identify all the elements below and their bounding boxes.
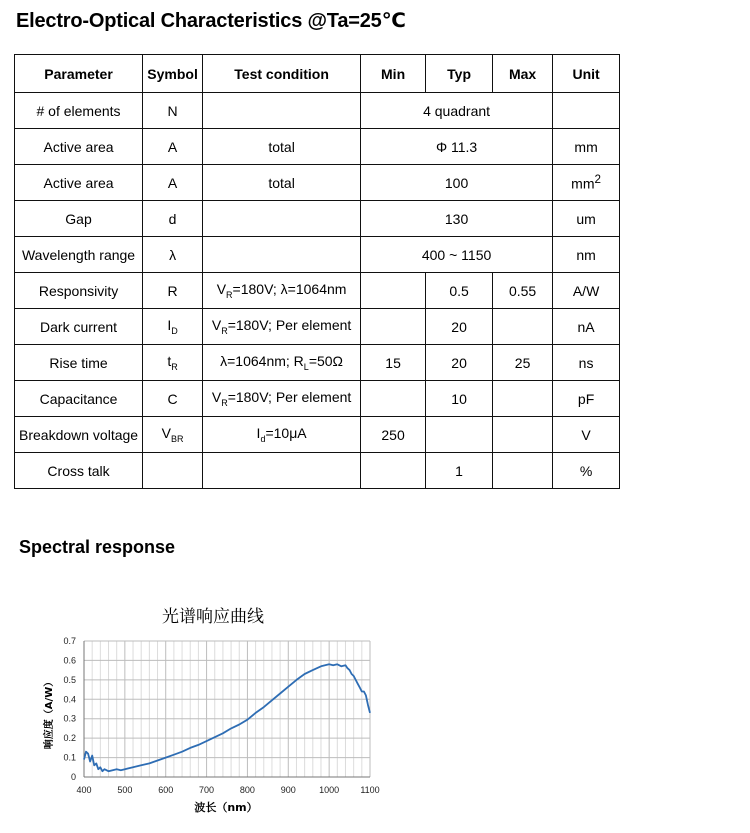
symbol-text: I [167, 317, 172, 334]
symbol-cell: A [143, 165, 203, 201]
max-cell [493, 309, 553, 345]
symbol-cell: d [143, 201, 203, 237]
symbol-cell: N [143, 93, 203, 129]
table-row [15, 345, 620, 381]
unit-cell [553, 165, 620, 201]
condition-text: =180V; Per element [227, 389, 352, 406]
table-row [15, 165, 620, 201]
condition-text: =50Ω [308, 353, 344, 370]
typ-cell: 20 [426, 309, 493, 345]
x-axis-label: 波长（nm） [194, 801, 258, 814]
min-cell [361, 381, 426, 417]
y-tick-label: 0.6 [63, 655, 76, 666]
condition-subscript: d [260, 433, 266, 444]
value-cell: Φ 11.3 [361, 129, 553, 165]
typ-cell: 0.5 [426, 273, 493, 309]
symbol-text: t [167, 353, 172, 370]
spectral-response-title: Spectral response [19, 537, 176, 557]
unit-cell [553, 93, 620, 129]
unit-cell: mm [553, 129, 620, 165]
unit-cell: V [553, 417, 620, 453]
condition-cell [203, 237, 361, 273]
symbol-cell: λ [143, 237, 203, 273]
condition-text: =180V; λ=1064nm [232, 281, 347, 298]
min-cell: 250 [361, 417, 426, 453]
table-header-row [15, 55, 620, 93]
min-cell [361, 309, 426, 345]
condition-text: V [211, 317, 222, 334]
min-cell [361, 453, 426, 489]
value-cell: 400 ~ 1150 [361, 237, 553, 273]
condition-cell [203, 453, 361, 489]
condition-cell [203, 345, 361, 381]
x-tick-label: 1000 [319, 785, 340, 795]
y-tick-label: 0 [70, 772, 76, 782]
header-symbol: Symbol [143, 55, 203, 93]
unit-cell: % [553, 453, 620, 489]
table-row [15, 237, 620, 273]
symbol-cell [143, 453, 203, 489]
unit-cell: nm [553, 237, 620, 273]
unit-cell: nA [553, 309, 620, 345]
condition-subscript: R [221, 325, 228, 336]
parameter-cell: Responsivity [15, 273, 143, 309]
y-tick-label: 0.3 [63, 713, 76, 724]
x-tick-label: 500 [117, 785, 133, 795]
condition-text: I [256, 425, 261, 442]
header-typ: Typ [426, 55, 493, 93]
x-tick-label: 900 [280, 785, 296, 795]
x-tick-label: 800 [239, 785, 255, 795]
x-tick-label: 700 [199, 785, 215, 795]
chart-title: 光谱响应曲线 [162, 607, 264, 627]
unit-text: mm [571, 175, 595, 192]
value-cell: 130 [361, 201, 553, 237]
condition-cell [203, 309, 361, 345]
header-max: Max [493, 55, 553, 93]
condition-text: V [211, 389, 222, 406]
parameter-cell: Dark current [15, 309, 143, 345]
table-row [15, 381, 620, 417]
typ-cell: 1 [426, 453, 493, 489]
table-row [15, 309, 620, 345]
unit-superscript: 2 [594, 173, 601, 187]
unit-cell: um [553, 201, 620, 237]
table-row [15, 453, 620, 489]
y-tick-label: 0.7 [63, 636, 76, 646]
condition-cell [203, 273, 361, 309]
symbol-cell [143, 345, 203, 381]
condition-text: λ=1064nm; R [220, 353, 304, 370]
symbol-cell [143, 417, 203, 453]
unit-cell: A/W [553, 273, 620, 309]
condition-cell [203, 417, 361, 453]
condition-cell [203, 93, 361, 129]
header-unit: Unit [553, 55, 620, 93]
max-cell [493, 417, 553, 453]
unit-cell: pF [553, 381, 620, 417]
condition-cell: total [203, 129, 361, 165]
parameter-cell: Cross talk [15, 453, 143, 489]
parameter-cell: Capacitance [15, 381, 143, 417]
condition-subscript: L [303, 361, 309, 372]
min-cell [361, 273, 426, 309]
symbol-subscript: R [171, 361, 178, 372]
electro-optical-table [14, 54, 620, 489]
table-row [15, 93, 620, 129]
symbol-cell: C [143, 381, 203, 417]
table-row [15, 201, 620, 237]
max-cell: 0.55 [493, 273, 553, 309]
typ-cell: 20 [426, 345, 493, 381]
header-min: Min [361, 55, 426, 93]
parameter-cell: Breakdown voltage [15, 417, 143, 453]
parameter-cell: Active area [15, 129, 143, 165]
symbol-subscript: BR [170, 433, 184, 444]
symbol-cell: R [143, 273, 203, 309]
parameter-cell: Rise time [15, 345, 143, 381]
condition-cell [203, 381, 361, 417]
header-parameter: Parameter [15, 55, 143, 93]
symbol-cell: A [143, 129, 203, 165]
table-row [15, 417, 620, 453]
y-tick-label: 0.2 [63, 733, 76, 744]
max-cell [493, 381, 553, 417]
condition-text: V [216, 281, 227, 298]
y-tick-label: 0.4 [63, 694, 76, 705]
condition-subscript: R [226, 289, 233, 300]
y-axis-label: 响应度（A/W） [44, 676, 55, 750]
y-tick-label: 0.1 [63, 752, 76, 763]
condition-subscript: R [221, 397, 228, 408]
header-test-condition: Test condition [203, 55, 361, 93]
table-row [15, 273, 620, 309]
condition-cell [203, 201, 361, 237]
value-cell: 4 quadrant [361, 93, 553, 129]
typ-cell [426, 417, 493, 453]
condition-text: =10μA [265, 425, 307, 442]
condition-text: =180V; Per element [227, 317, 352, 334]
unit-cell: ns [553, 345, 620, 381]
parameter-cell: # of elements [15, 93, 143, 129]
typ-cell: 10 [426, 381, 493, 417]
parameter-cell: Wavelength range [15, 237, 143, 273]
condition-cell: total [203, 165, 361, 201]
y-tick-label: 0.5 [63, 674, 76, 685]
x-tick-label: 400 [76, 785, 92, 795]
parameter-cell: Active area [15, 165, 143, 201]
parameter-cell: Gap [15, 201, 143, 237]
x-tick-label: 1100 [360, 785, 380, 795]
value-cell: 100 [361, 165, 553, 201]
max-cell: 25 [493, 345, 553, 381]
spectral-response-chart [0, 595, 420, 825]
symbol-subscript: D [171, 325, 178, 336]
characteristics-title: Electro-Optical Characteristics @Ta=25℃ [16, 10, 406, 32]
x-tick-label: 600 [158, 785, 174, 795]
symbol-text: V [161, 425, 171, 442]
max-cell [493, 453, 553, 489]
min-cell: 15 [361, 345, 426, 381]
table-row [15, 129, 620, 165]
symbol-cell [143, 309, 203, 345]
